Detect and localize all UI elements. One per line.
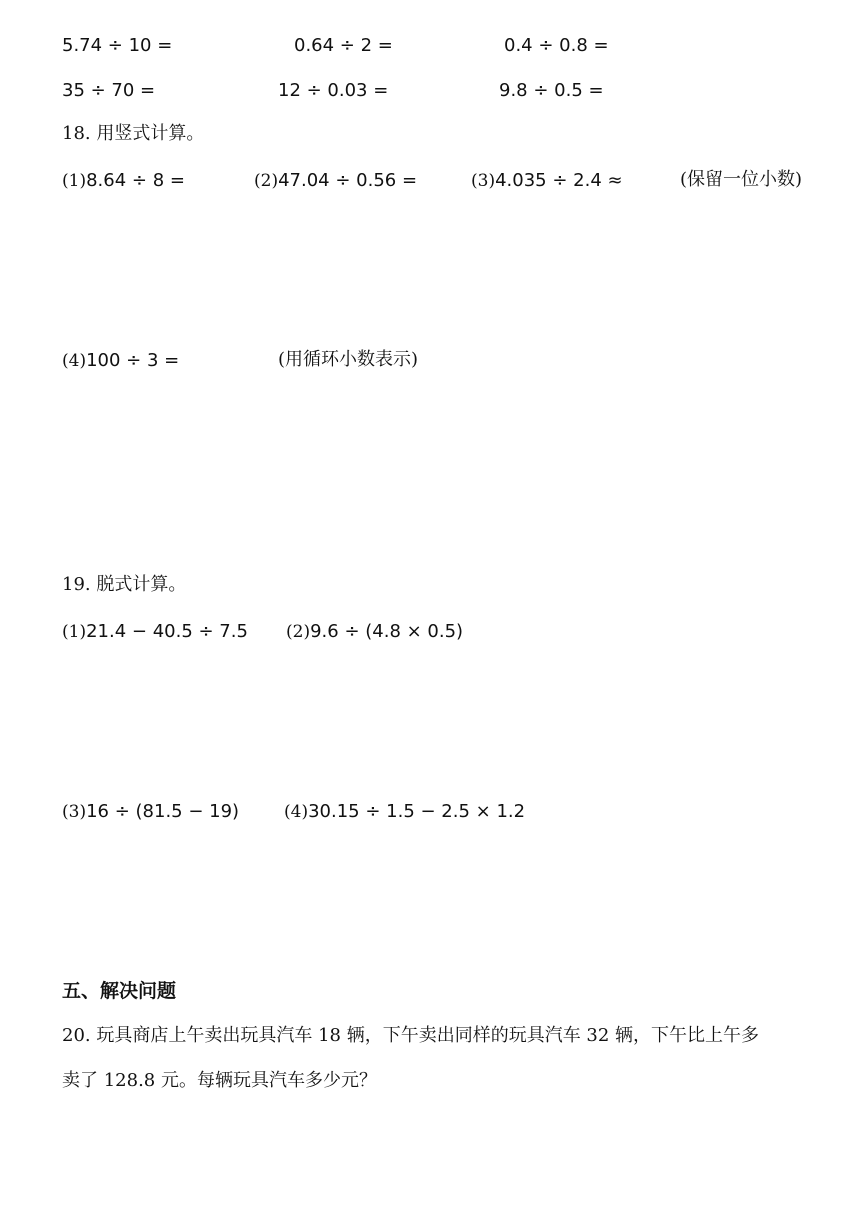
q19-part-4 — [284, 799, 525, 824]
oral-calc-6: 9.8 ÷ 0.5 = — [499, 80, 604, 101]
q18-part-2-expression: 47.04 ÷ 0.56 = — [278, 170, 418, 191]
q20-text-line-1: 20. 玩具商店上午卖出玩具汽车 18 辆，下午卖出同样的玩具汽车 32 辆，下午比上午多 — [62, 1025, 760, 1046]
q19-part-3-number: (3) — [62, 802, 87, 822]
q18-part-4-expression: 100 ÷ 3 = — [86, 350, 180, 371]
q19-part-4-expression: 30.15 ÷ 1.5 − 2.5 × 1.2 — [308, 801, 526, 822]
q18-title: 18. 用竖式计算。 — [62, 123, 205, 144]
q18-part-4-number: (4) — [62, 351, 87, 371]
section-heading: 五、解决问题 — [62, 980, 177, 1002]
q18-part-3-number: (3) — [471, 171, 496, 191]
q18-part-2 — [254, 168, 417, 193]
oral-calc-4: 35 ÷ 70 = — [62, 80, 156, 101]
q19-part-4-number: (4) — [284, 802, 309, 822]
q18-part-3-note: (保留一位小数) — [680, 169, 803, 190]
q19-title: 19. 脱式计算。 — [62, 574, 187, 595]
q19-part-1-number: (1) — [62, 622, 87, 642]
q18-part-3 — [471, 168, 623, 193]
oral-calc-3: 0.4 ÷ 0.8 = — [504, 35, 609, 56]
oral-calc-2: 0.64 ÷ 2 = — [294, 35, 393, 56]
q18-part-1-number: (1) — [62, 171, 87, 191]
q19-part-3-expression: 16 ÷ (81.5 − 19) — [86, 801, 240, 822]
oral-calc-1: 5.74 ÷ 10 = — [62, 35, 173, 56]
q18-part-1-expression: 8.64 ÷ 8 = — [86, 170, 185, 191]
q20-text-line-2: 卖了 128.8 元。每辆玩具汽车多少元？ — [62, 1070, 377, 1091]
q18-part-4 — [62, 348, 179, 373]
q19-part-1 — [62, 619, 248, 644]
q18-part-3-expression: 4.035 ÷ 2.4 ≈ — [495, 170, 623, 191]
q19-part-2-number: (2) — [286, 622, 311, 642]
q18-part-4-note: (用循环小数表示) — [278, 349, 419, 370]
q19-part-2 — [286, 619, 463, 644]
q19-part-2-expression: 9.6 ÷ (4.8 × 0.5) — [310, 621, 464, 642]
oral-calc-5: 12 ÷ 0.03 = — [278, 80, 389, 101]
q18-part-2-number: (2) — [254, 171, 279, 191]
q18-part-1 — [62, 168, 185, 193]
q19-part-1-expression: 21.4 − 40.5 ÷ 7.5 — [86, 621, 248, 642]
q19-part-3 — [62, 799, 239, 824]
